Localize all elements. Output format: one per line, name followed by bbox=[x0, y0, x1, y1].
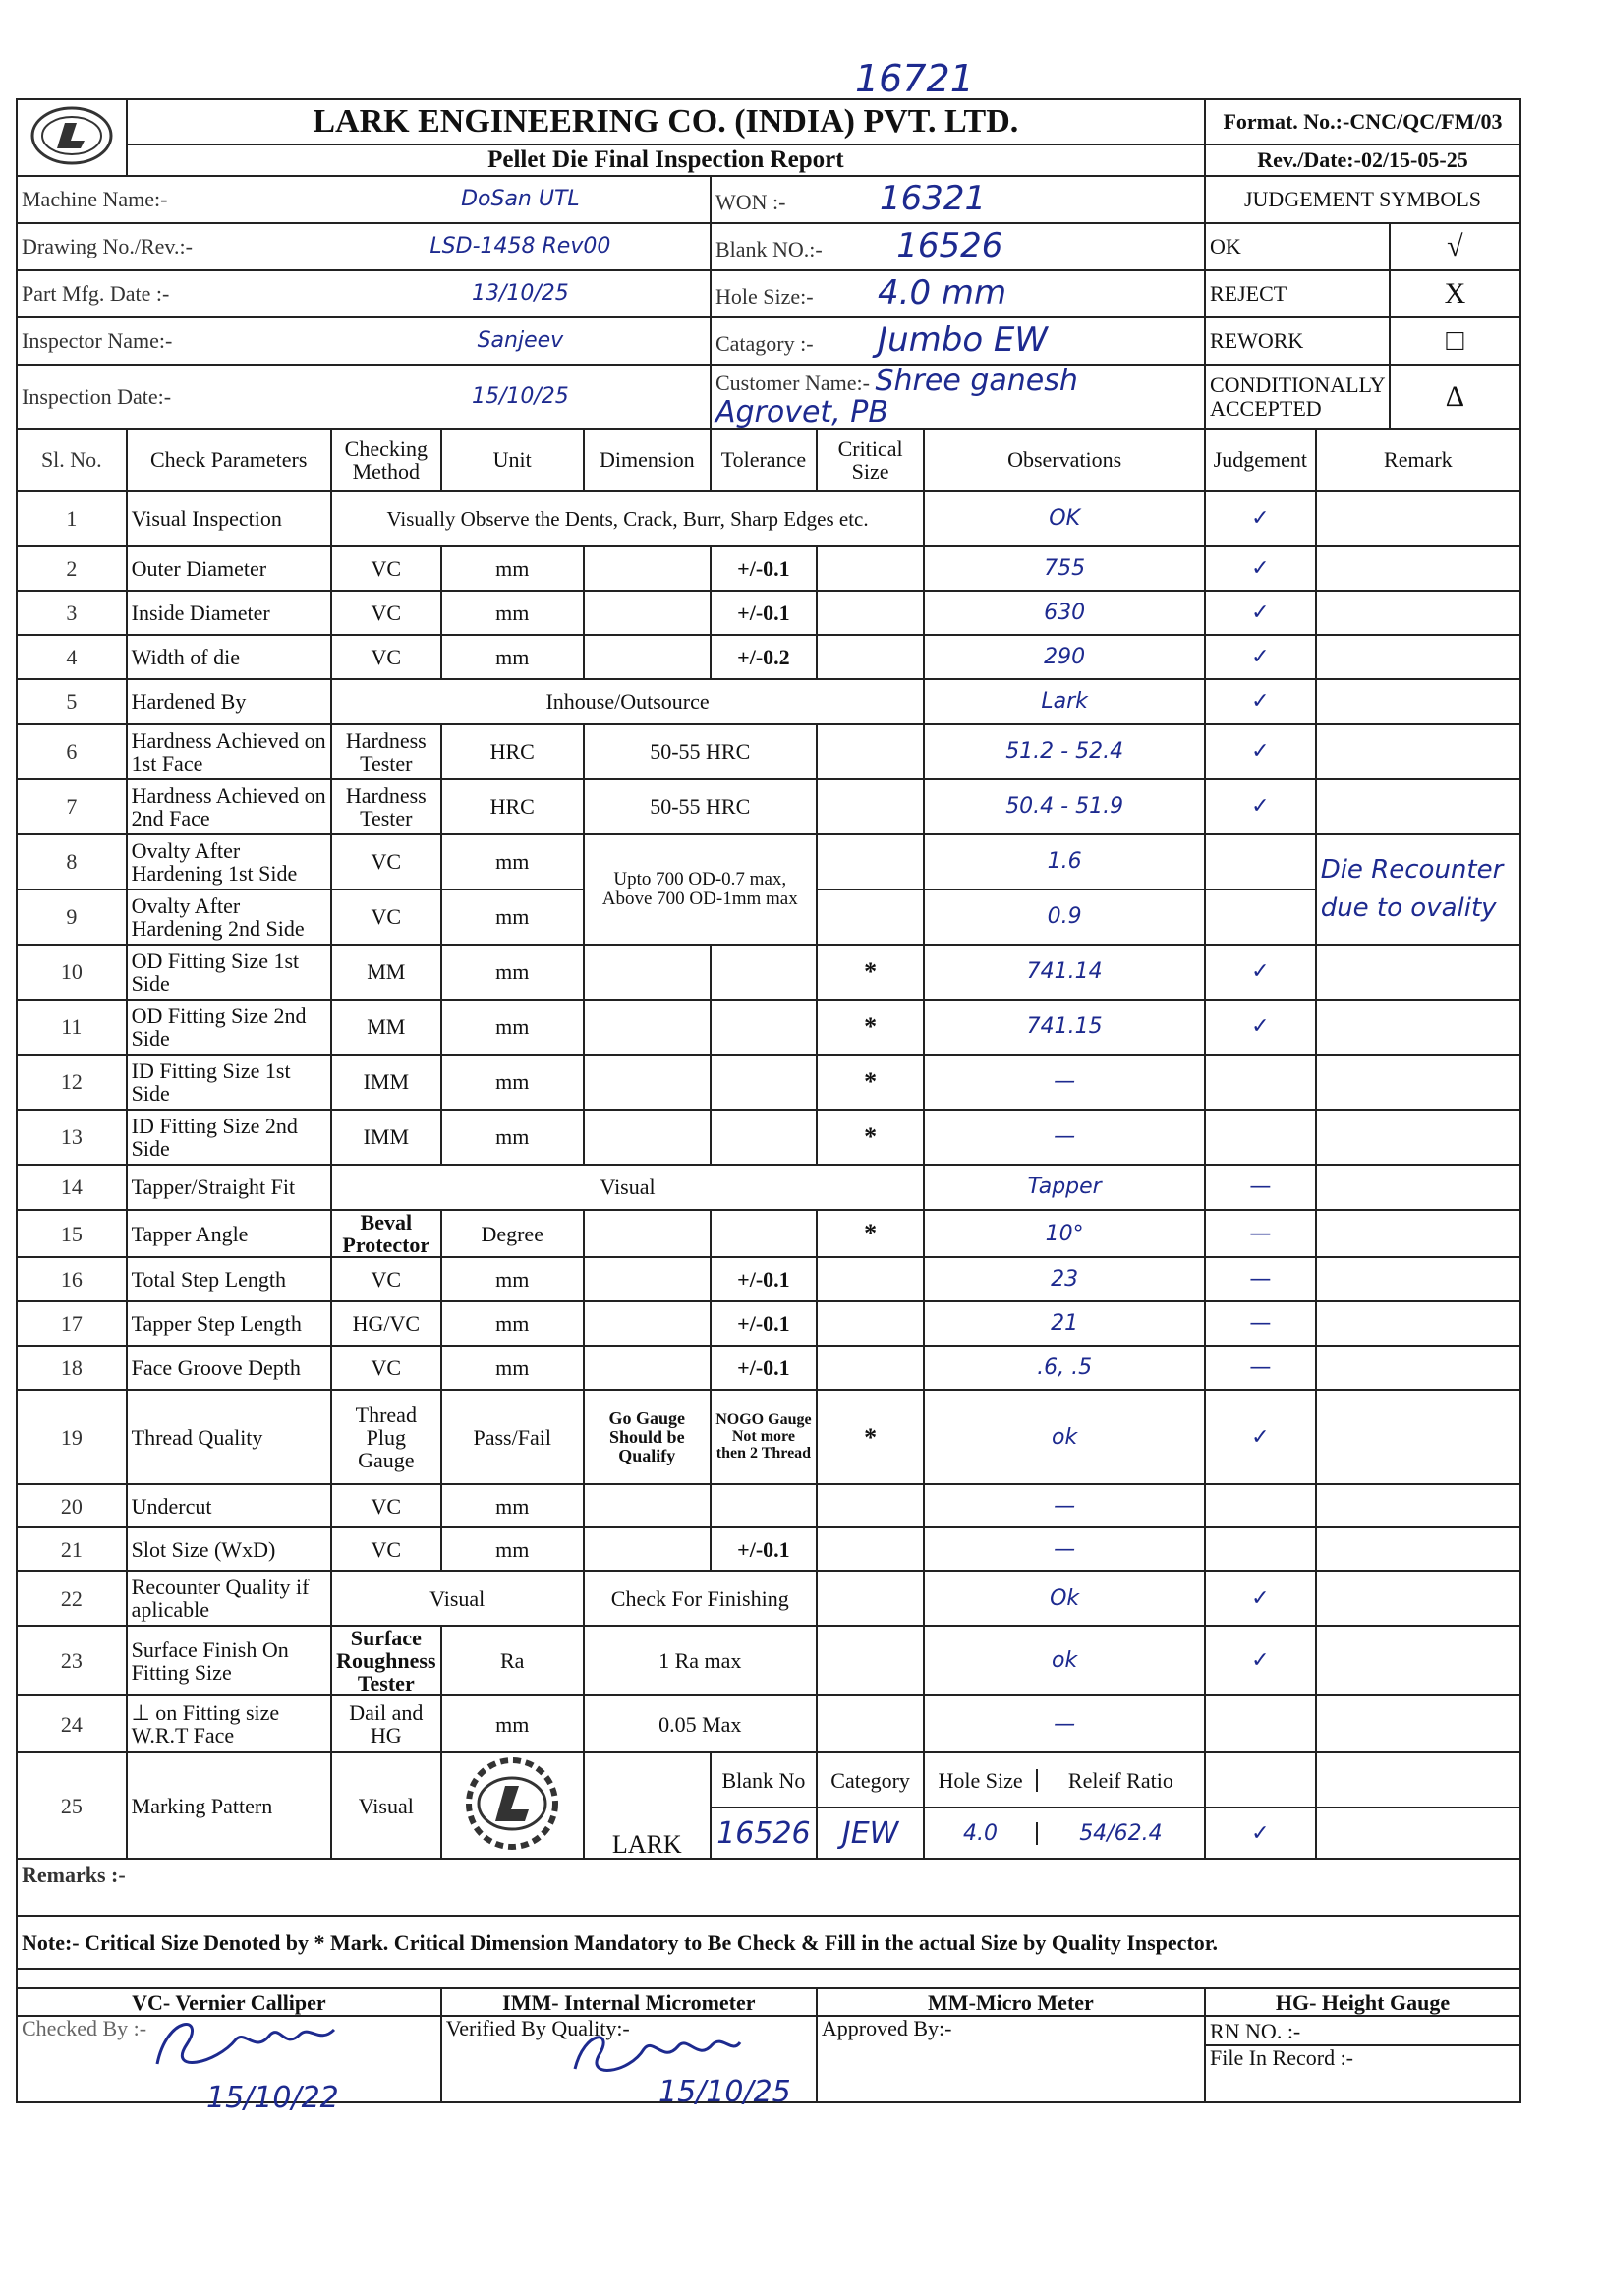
table-row: 13 ID Fitting Size 2nd Side IMM mm * — bbox=[17, 1110, 1520, 1165]
verified-by-label: Verified By Quality:- bbox=[441, 2016, 817, 2102]
col-sl-no: Sl. No. bbox=[17, 429, 127, 491]
table-row: 6 Hardness Achieved on 1st Face Hardness Tester HRC 50-55 HRC 51.2 - 52.4 ✓ bbox=[17, 724, 1520, 779]
hole-size-field[interactable]: Hole Size:- 4.0 mm bbox=[711, 270, 1205, 317]
lark-logo-icon bbox=[28, 101, 116, 170]
remarks-label: Remarks :- bbox=[17, 1859, 1520, 1916]
legend-imm: IMM- Internal Micrometer bbox=[441, 1988, 817, 2016]
table-row: 16 Total Step Length VC mm +/-0.1 23 — bbox=[17, 1257, 1520, 1301]
observation-value[interactable]: 51.2 - 52.4 bbox=[924, 724, 1205, 779]
table-row: 3 Inside Diameter VC mm +/-0.1 630 ✓ bbox=[17, 591, 1520, 635]
observation-value[interactable]: 630 bbox=[924, 591, 1205, 635]
table-row: 19 Thread Quality Thread Plug Gauge Pass/Fail Go Gauge Should be Qualify NOGO Gauge Not more then 2 Thread * ok ✓ bbox=[17, 1390, 1520, 1484]
observation-value[interactable]: 755 bbox=[924, 546, 1205, 591]
col-check-parameters: Check Parameters bbox=[127, 429, 331, 491]
inspector-label: Inspector Name:- bbox=[17, 317, 331, 365]
checked-by-signature bbox=[147, 2005, 344, 2115]
judgement-mark[interactable]: ✓ bbox=[1205, 591, 1316, 635]
observation-value[interactable]: OK bbox=[924, 491, 1205, 546]
table-row: 8 Ovalty After Hardening 1st Side VC mm Upto 700 OD-0.7 max, Above 700 OD-1mm max 1.6 Die Recounter due to ovality bbox=[17, 834, 1520, 890]
judgement-mark[interactable]: ✓ bbox=[1205, 635, 1316, 679]
col-remark: Remark bbox=[1316, 429, 1520, 491]
legend-hg: HG- Height Gauge bbox=[1205, 1988, 1520, 2016]
verified-by-date: 15/10/25 bbox=[658, 2075, 791, 2109]
rev-date: Rev./Date:-02/15-05-25 bbox=[1205, 144, 1520, 176]
observation-value[interactable]: 741.15 bbox=[924, 1000, 1205, 1055]
marking-hole-size[interactable]: 4.0 bbox=[925, 1822, 1036, 1845]
observation-value[interactable]: 10° bbox=[924, 1210, 1205, 1257]
observation-value[interactable]: — bbox=[924, 1695, 1205, 1752]
verified-by-signature bbox=[565, 2025, 791, 2109]
observation-value[interactable]: Lark bbox=[924, 679, 1205, 724]
judgement-mark[interactable]: ✓ bbox=[1205, 1808, 1316, 1859]
checked-by-label: Checked By :- bbox=[17, 2016, 441, 2102]
won-field[interactable]: WON :- 16321 bbox=[711, 176, 1205, 223]
format-no: Format. No.:-CNC/QC/FM/03 bbox=[1205, 99, 1520, 144]
blank-field[interactable]: Blank NO.:- 16526 bbox=[711, 223, 1205, 270]
marking-logo bbox=[441, 1752, 584, 1859]
conditionally-accepted-label: CONDITIONALLY ACCEPTED bbox=[1205, 365, 1390, 429]
inspection-report-table bbox=[16, 98, 1521, 2103]
judgement-mark[interactable]: ✓ bbox=[1205, 1390, 1316, 1484]
marking-blank-no[interactable]: 16526 bbox=[711, 1808, 817, 1859]
ok-symbol: √ bbox=[1390, 223, 1520, 270]
mfg-date-value[interactable]: 13/10/25 bbox=[331, 270, 711, 317]
judgement-mark[interactable]: ✓ bbox=[1205, 724, 1316, 779]
customer-field[interactable]: Customer Name:- Shree ganesh Agrovet, PB bbox=[711, 365, 1205, 429]
judgement-mark[interactable]: ✓ bbox=[1205, 1000, 1316, 1055]
table-row: 14 Tapper/Straight Fit Visual Tapper — bbox=[17, 1165, 1520, 1210]
table-row: 1 Visual Inspection Visually Observe the Dents, Crack, Burr, Sharp Edges etc. OK ✓ bbox=[17, 491, 1520, 546]
table-row: 22 Recounter Quality if aplicable Visual Check For Finishing Ok ✓ bbox=[17, 1571, 1520, 1626]
table-row: 7 Hardness Achieved on 2nd Face Hardness Tester HRC 50-55 HRC 50.4 - 51.9 ✓ bbox=[17, 779, 1520, 834]
conditional-symbol: Δ bbox=[1390, 365, 1520, 429]
judgement-symbols-title: JUDGEMENT SYMBOLS bbox=[1205, 176, 1520, 223]
col-checking-method: Checking Method bbox=[331, 429, 441, 491]
table-row: 17 Tapper Step Length HG/VC mm +/-0.1 21 — bbox=[17, 1301, 1520, 1346]
observation-value[interactable]: — bbox=[924, 1110, 1205, 1165]
table-row: 23 Surface Finish On Fitting Size Surface Roughness Tester Ra 1 Ra max ok ✓ bbox=[17, 1626, 1520, 1695]
observation-value[interactable]: ok bbox=[924, 1626, 1205, 1695]
judgement-mark[interactable]: ✓ bbox=[1205, 1626, 1316, 1695]
table-row: 18 Face Groove Depth VC mm +/-0.1 .6, .5 — bbox=[17, 1346, 1520, 1390]
observation-value[interactable]: 50.4 - 51.9 bbox=[924, 779, 1205, 834]
observation-value[interactable]: 1.6 bbox=[924, 834, 1205, 890]
col-critical-size: Critical Size bbox=[817, 429, 924, 491]
table-row: 5 Hardened By Inhouse/Outsource Lark ✓ bbox=[17, 679, 1520, 724]
company-name: LARK ENGINEERING CO. (INDIA) PVT. LTD. bbox=[127, 99, 1205, 144]
table-row: 9 Ovalty After Hardening 2nd Side VC mm 0.9 bbox=[17, 890, 1520, 945]
judgement-mark[interactable]: ✓ bbox=[1205, 779, 1316, 834]
table-row: 12 ID Fitting Size 1st Side IMM mm * — bbox=[17, 1055, 1520, 1110]
rn-no-label: RN NO. :- bbox=[1205, 2016, 1520, 2045]
machine-name-value[interactable]: DoSan UTL bbox=[331, 176, 711, 223]
observation-value[interactable]: 290 bbox=[924, 635, 1205, 679]
category-field[interactable]: Catagory :- Jumbo EW bbox=[711, 317, 1205, 365]
judgement-mark[interactable]: ✓ bbox=[1205, 1571, 1316, 1626]
observation-value[interactable]: ok bbox=[924, 1390, 1205, 1484]
marking-relief-ratio[interactable]: 54/62.4 bbox=[1079, 1820, 1163, 1846]
approved-by-label: Approved By:- bbox=[817, 2016, 1205, 2102]
judgement-mark[interactable]: — bbox=[1205, 1257, 1316, 1301]
observation-value[interactable]: — bbox=[924, 1527, 1205, 1571]
top-handwritten-number: 16721 bbox=[855, 57, 974, 100]
remark-handwritten[interactable]: Die Recounter due to ovality bbox=[1316, 834, 1520, 945]
judgement-mark[interactable]: — bbox=[1205, 1346, 1316, 1390]
legend-vc: VC- Vernier Calliper bbox=[17, 1988, 441, 2016]
company-logo bbox=[17, 99, 127, 176]
col-dimension: Dimension bbox=[584, 429, 711, 491]
observation-value[interactable]: 23 bbox=[924, 1257, 1205, 1301]
observation-value[interactable]: — bbox=[924, 1484, 1205, 1527]
observation-value[interactable]: 741.14 bbox=[924, 945, 1205, 1000]
lark-gear-logo-icon bbox=[448, 1754, 576, 1853]
reject-symbol: X bbox=[1390, 270, 1520, 317]
table-row: 21 Slot Size (WxD) VC mm +/-0.1 — bbox=[17, 1527, 1520, 1571]
judgement-mark[interactable]: — bbox=[1205, 1165, 1316, 1210]
col-tolerance: Tolerance bbox=[711, 429, 817, 491]
table-row: 24 ⊥ on Fitting size W.R.T Face Dail and HG mm 0.05 Max — bbox=[17, 1695, 1520, 1752]
reject-label: REJECT bbox=[1205, 270, 1390, 317]
rework-label: REWORK bbox=[1205, 317, 1390, 365]
rework-symbol: □ bbox=[1390, 317, 1520, 365]
judgement-mark[interactable]: ✓ bbox=[1205, 945, 1316, 1000]
table-row: 2 Outer Diameter VC mm +/-0.1 755 ✓ bbox=[17, 546, 1520, 591]
judgement-mark[interactable]: — bbox=[1205, 1210, 1316, 1257]
inspection-date-value[interactable]: 15/10/25 bbox=[331, 365, 711, 429]
table-row: 11 OD Fitting Size 2nd Side MM mm * 741.15 ✓ bbox=[17, 1000, 1520, 1055]
marking-category[interactable]: JEW bbox=[817, 1808, 924, 1859]
inspection-date-label: Inspection Date:- bbox=[17, 365, 331, 429]
judgement-mark[interactable]: ✓ bbox=[1205, 679, 1316, 724]
machine-name-label: Machine Name:- bbox=[17, 176, 331, 223]
table-row: 15 Tapper Angle Beval Protector Degree * 10° — bbox=[17, 1210, 1520, 1257]
mfg-date-label: Part Mfg. Date :- bbox=[17, 270, 331, 317]
observation-value[interactable]: 21 bbox=[924, 1301, 1205, 1346]
checked-by-date: 15/10/22 bbox=[206, 2081, 339, 2115]
legend-mm: MM-Micro Meter bbox=[817, 1988, 1205, 2016]
observation-value[interactable]: Tapper bbox=[924, 1165, 1205, 1210]
col-unit: Unit bbox=[441, 429, 584, 491]
judgement-mark[interactable]: ✓ bbox=[1205, 491, 1316, 546]
critical-size-note: Note:- Critical Size Denoted by * Mark. Critical Dimension Mandatory to Be Check & Fill in the actual Size by Quality Inspector. bbox=[17, 1916, 1520, 1969]
inspector-value[interactable]: Sanjeev bbox=[331, 317, 711, 365]
col-observations: Observations bbox=[924, 429, 1205, 491]
judgement-mark[interactable]: ✓ bbox=[1205, 546, 1316, 591]
table-row: 20 Undercut VC mm — bbox=[17, 1484, 1520, 1527]
col-judgement: Judgement bbox=[1205, 429, 1316, 491]
marking-pattern-row: 25 Marking Pattern Visual LARK Blank No Category Hole Size Releif Ratio bbox=[17, 1752, 1520, 1808]
observation-value[interactable]: — bbox=[924, 1055, 1205, 1110]
file-in-record-label: File In Record :- bbox=[1205, 2045, 1520, 2102]
marking-lark-text: LARK bbox=[584, 1752, 711, 1859]
report-title: Pellet Die Final Inspection Report bbox=[127, 144, 1205, 176]
drawing-label: Drawing No./Rev.:- bbox=[17, 223, 331, 270]
table-row: 10 OD Fitting Size 1st Side MM mm * 741.14 ✓ bbox=[17, 945, 1520, 1000]
observation-value[interactable]: .6, .5 bbox=[924, 1346, 1205, 1390]
table-row: 4 Width of die VC mm +/-0.2 290 ✓ bbox=[17, 635, 1520, 679]
ok-label: OK bbox=[1205, 223, 1390, 270]
observation-value[interactable]: 0.9 bbox=[924, 890, 1205, 945]
judgement-mark[interactable]: — bbox=[1205, 1301, 1316, 1346]
drawing-value[interactable]: LSD-1458 Rev00 bbox=[331, 223, 711, 270]
observation-value[interactable]: Ok bbox=[924, 1571, 1205, 1626]
